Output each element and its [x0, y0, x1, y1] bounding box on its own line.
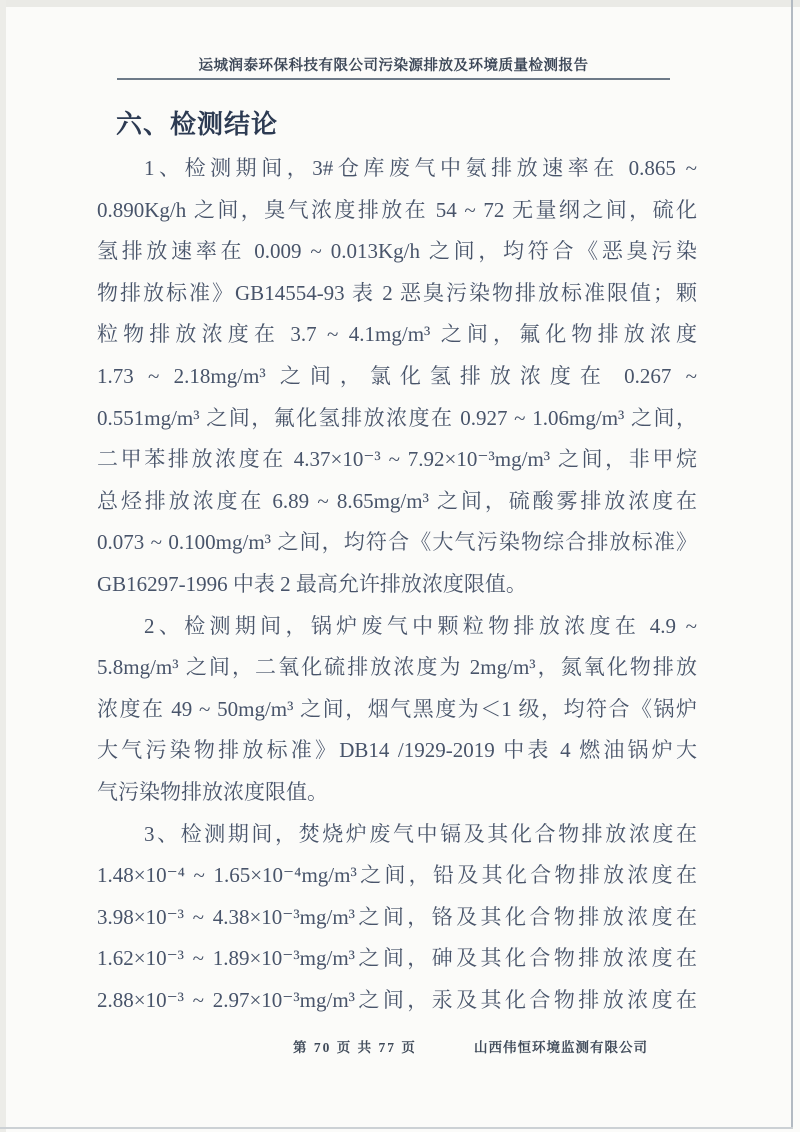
body-line: 1.62×10⁻³ ~ 1.89×10⁻³mg/m³之间，砷及其化合物排放浓度在 — [97, 946, 697, 971]
body-line: 2.88×10⁻³ ~ 2.97×10⁻³mg/m³之间，汞及其化合物排放浓度在 — [97, 987, 697, 1012]
section-heading-conclusion: 六、检测结论 — [116, 110, 279, 139]
body-line: 氢排放速率在 0.009 ~ 0.013Kg/h 之间，均符合《恶臭污染 — [97, 239, 697, 264]
conclusion-body — [97, 148, 697, 1021]
report-header-title: 运城润泰环保科技有限公司污染源排放及环境质量检测报告 — [198, 58, 589, 74]
body-line: 0.890Kg/h 之间，臭气浓度排放在 54 ~ 72 无量纲之间，硫化 — [97, 197, 697, 222]
scan-edge-top — [0, 0, 800, 7]
body-line: 3.98×10⁻³ ~ 4.38×10⁻³mg/m³之间，铬及其化合物排放浓度在 — [97, 904, 697, 929]
body-line: 5.8mg/m³ 之间，二氧化硫排放浓度为 2mg/m³，氮氧化物排放 — [97, 655, 697, 680]
body-line: 物排放标准》GB14554-93 表 2 恶臭污染物排放标准限值；颗 — [97, 280, 697, 305]
body-line: 1、检测期间，3#仓库废气中氨排放速率在 0.865 ~ — [144, 156, 697, 180]
body-line: 0.073 ~ 0.100mg/m³ 之间，均符合《大气污染物综合排放标准》 — [97, 530, 697, 555]
body-line: GB16297-1996 中表 2 最高允许排放浓度限值。 — [97, 571, 527, 596]
scan-edge-bottom — [0, 1127, 793, 1129]
body-line: 1.48×10⁻⁴ ~ 1.65×10⁻⁴mg/m³之间，铅及其化合物排放浓度在 — [97, 863, 697, 888]
body-line: 大气污染物排放标准》DB14 /1929-2019 中表 4 燃油锅炉大 — [97, 738, 697, 763]
body-line: 0.551mg/m³ 之间，氟化氢排放浓度在 0.927 ~ 1.06mg/m³ 之间， — [97, 405, 697, 430]
footer-company-name: 山西伟恒环境监测有限公司 — [474, 1040, 648, 1055]
header-divider-rule — [117, 78, 670, 80]
body-line: 1.73 ~ 2.18mg/m³ 之间，氯化氢排放浓度在 0.267 ~ — [97, 363, 697, 388]
body-line: 粒物排放浓度在 3.7 ~ 4.1mg/m³ 之间，氟化物排放浓度 — [97, 322, 697, 347]
body-line: 2、检测期间，锅炉废气中颗粒物排放浓度在 4.9 ~ — [144, 613, 697, 638]
scan-edge-left — [0, 0, 6, 1132]
body-line: 气污染物排放浓度限值。 — [97, 779, 328, 804]
footer-page-number: 第 70 页 共 77 页 — [293, 1040, 417, 1055]
body-line: 3、检测期间，焚烧炉废气中镉及其化合物排放浓度在 — [144, 821, 697, 846]
body-line: 浓度在 49 ~ 50mg/m³ 之间，烟气黑度为＜1 级，均符合《锅炉 — [97, 696, 697, 721]
body-line: 总烃排放浓度在 6.89 ~ 8.65mg/m³ 之间，硫酸雾排放浓度在 — [97, 488, 697, 513]
scan-edge-right — [791, 0, 793, 1129]
body-line: 二甲苯排放浓度在 4.37×10⁻³ ~ 7.92×10⁻³mg/m³ 之间，非甲烷 — [97, 447, 697, 472]
